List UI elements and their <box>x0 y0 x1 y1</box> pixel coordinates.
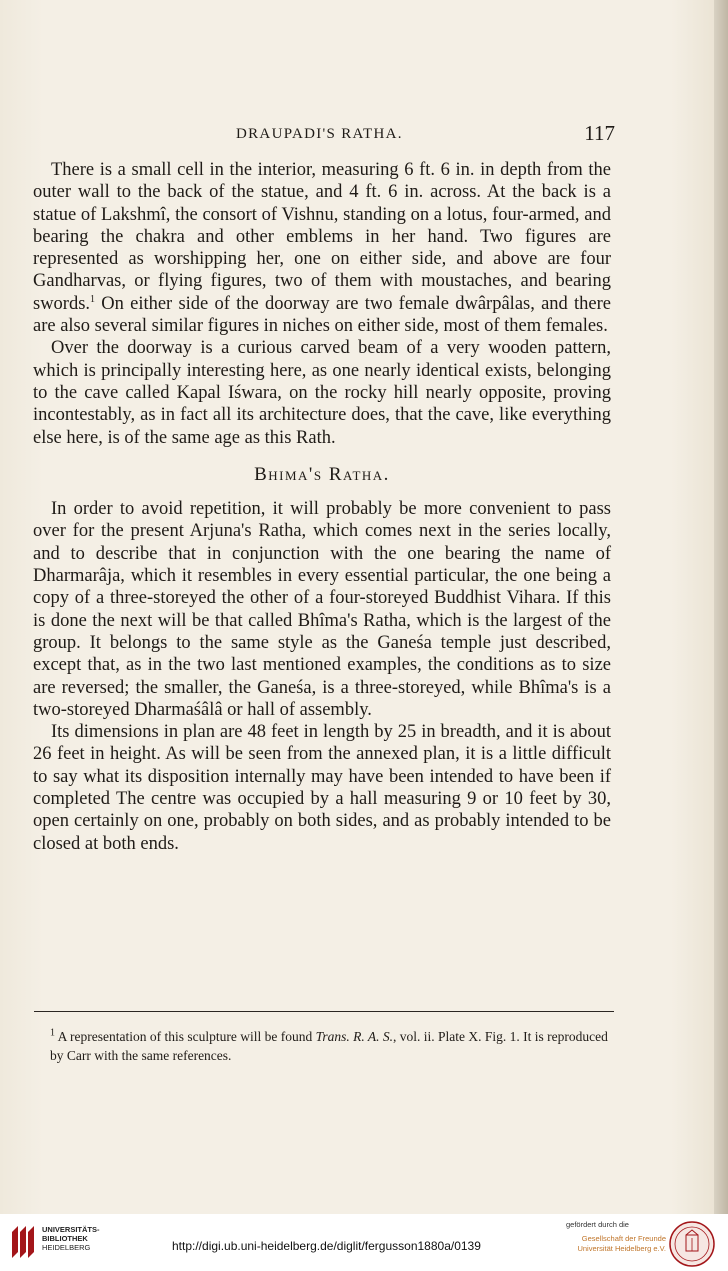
library-name <box>42 1225 100 1252</box>
page-gutter-shadow <box>714 0 728 1214</box>
funder-name-line-2[interactable]: Universität Heidelberg e.V. <box>577 1244 666 1253</box>
footnote-rule <box>34 1011 614 1012</box>
paragraph-1-tail: On either side of the doorway are two female dwârpâlas, and there are also several similar figures in niches on either side, most of them females. <box>33 293 611 337</box>
section-heading: Bhima's Ratha. <box>254 463 390 485</box>
paragraph-3: In order to avoid repetition, it will probably be more convenient to pass over for the present Arjuna's Ratha, which comes next in the series locally, and to describe that in conjunction with the one bearing the name of Dharmarâja, which it resembles in every essential particular, the one being a copy of a three-storeyed the other of a four-storeyed Buddhist Vihara. If this is done the next will be that called Bhîma's Ratha, which is the largest of the group. It belongs to the same style as the Ganeśa temple just described, except that, as in the two last mentioned examples, the conditions as to size are reversed; the smaller, the Ganeśa, is a three-storeyed, while Bhîma's is a two-storeyed Dharmaśâlâ or hall of assembly. <box>33 499 611 720</box>
footnote-mark: 1 <box>50 1027 55 1039</box>
page-number: 117 <box>584 121 615 145</box>
paragraph-1-text: There is a small cell in the interior, measuring 6 ft. 6 in. in depth from the outer wall to the back of the statue, and 4 ft. 6 in. across. At the back is a statue of Lakshmî, the consort of Vishnu, standing on a lotus, four-armed, and bearing the chakra and other emblems in her hand. Two figures are represented as worshipping her, one on either side, and above are four Gandharvas, or flying figures, two of them with moustaches, and bearing swords. <box>33 160 611 314</box>
library-name-line-2: BIBLIOTHEK <box>42 1234 88 1243</box>
library-name-line-1: UNIVERSITÄTS- <box>42 1225 100 1234</box>
funder-name-line-1[interactable]: Gesellschaft der Freunde <box>581 1234 666 1243</box>
paragraph-4: Its dimensions in plan are 48 feet in length by 25 in breadth, and it is about 26 feet in height. As will be seen from the annexed plan, it is a little difficult to say what its disposition internally may have been intended to have been if completed The centre was occupied by a hall measuring 9 or 10 feet by 30, open certainly on one, probably on both sides, and as probably intended to be closed at both ends. <box>33 722 611 854</box>
funder-credit <box>558 1220 666 1254</box>
footnote-reference[interactable]: 1 <box>90 293 96 305</box>
body-text <box>33 159 611 855</box>
funded-by-label: gefördert durch die <box>566 1220 629 1229</box>
footnote-text-after: , vol. ii. Plate X. Fig. 1. It is reproduced by Carr with the same references. <box>50 1029 608 1063</box>
permalink-url[interactable]: http://digi.ub.uni-heidelberg.de/diglit/fergusson1880a/0139 <box>172 1239 481 1253</box>
paragraph-2: Over the doorway is a curious carved beam of a very wooden pattern, which is principally interesting here, as one nearly identical exists, belonging to the cave called Kapal Iśwara, on the rocky hill nearly opposite, proving incontestably, as in fact all its architecture does, that the cave, like everything else here, is of the same age as this Rath. <box>33 338 611 448</box>
library-name-line-3: HEIDELBERG <box>42 1243 91 1252</box>
digitization-footer <box>0 1214 728 1271</box>
university-library-logo-icon[interactable] <box>8 1222 38 1262</box>
university-seal-icon <box>668 1220 716 1268</box>
footnote-journal: Trans. R. A. S. <box>315 1029 393 1044</box>
paragraph-1 <box>33 159 611 337</box>
running-head: DRAUPADI'S RATHA. <box>236 126 403 142</box>
footnote-text-before: A representation of this sculpture will be found <box>55 1029 316 1044</box>
footnote <box>50 1027 615 1065</box>
